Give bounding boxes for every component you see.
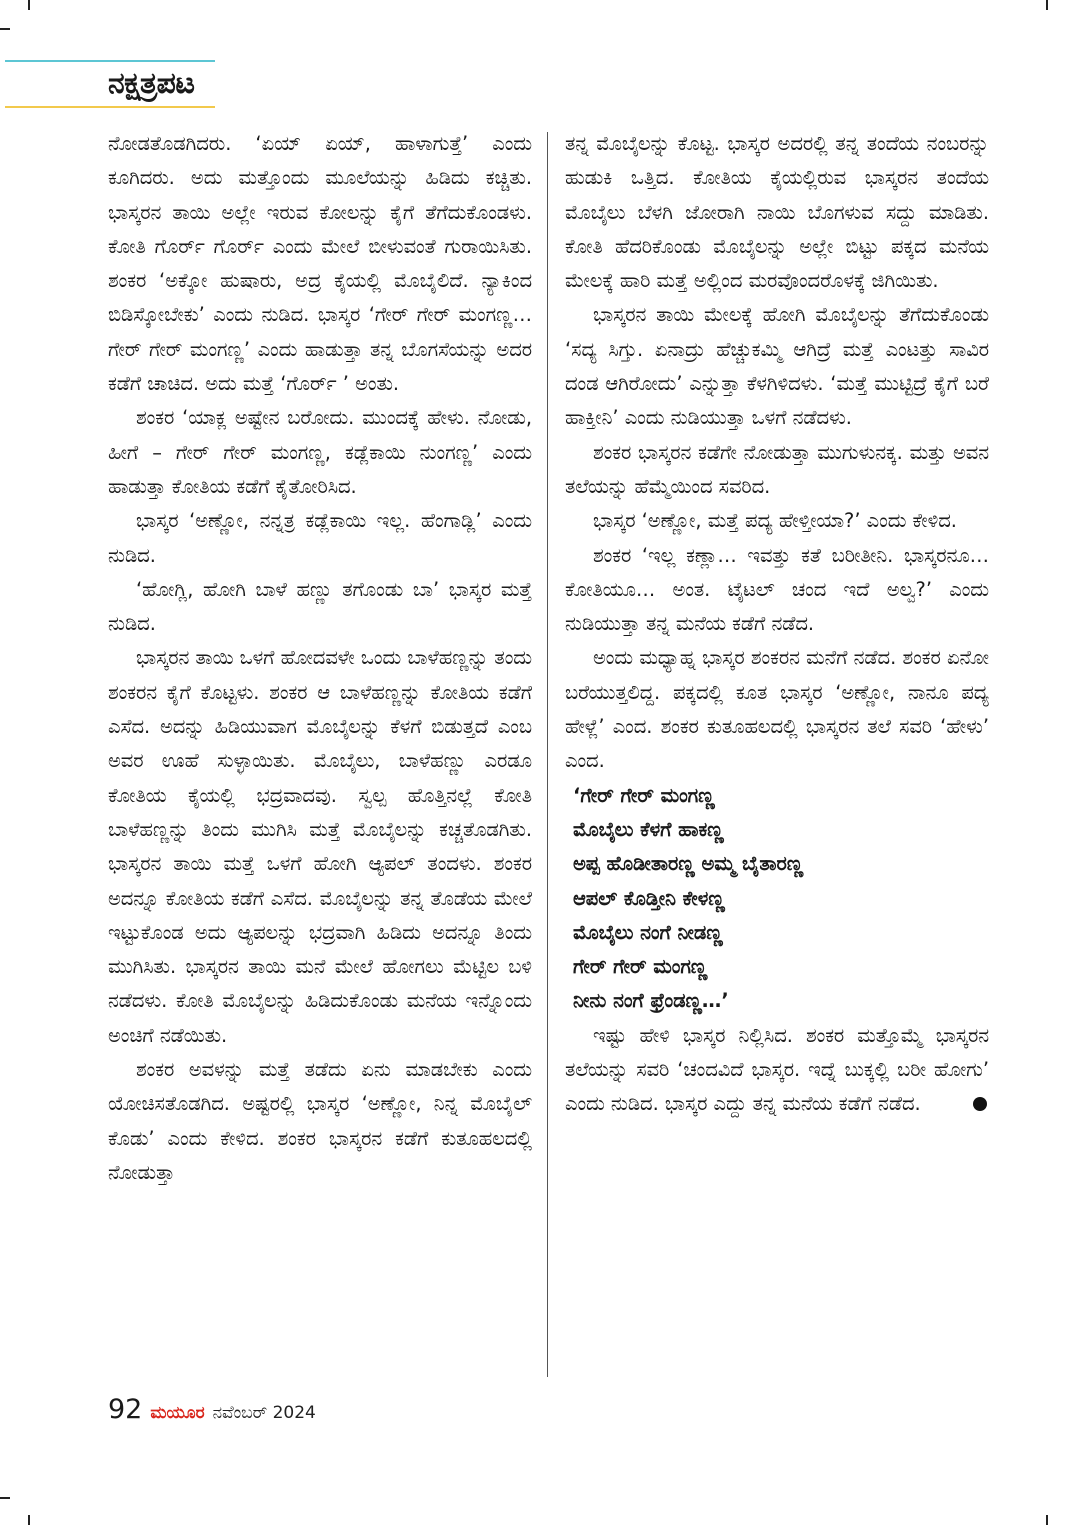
paragraph: ಭಾಸ್ಕರ ‘ಅಣ್ಣೋ, ನನ್ನತ್ರ ಕಡ್ಲೆಕಾಯಿ ಇಲ್ಲ. ಹೆಂಗಾಡ್ಲಿ’ ಎಂದು ನುಡಿದ. — [108, 509, 532, 567]
poem-line: ನೀನು ನಂಗೆ ಫ್ರೆಂಡಣ್ಣ…’ — [573, 989, 729, 1013]
crop-mark — [1046, 0, 1048, 10]
poem-line: ಆಪಲ್ ಕೊಡ್ತೀನಿ ಕೇಳಣ್ಣ — [573, 886, 725, 910]
right-column — [565, 127, 989, 1122]
header-rule-bottom — [5, 106, 215, 108]
paragraph: ಶಂಕರ ‘ಇಲ್ಲ ಕಣ್ಲಾ… ಇವತ್ತು ಕತೆ ಬರೀತೀನಿ. ಭಾಸ್ಕರನೂ… ಕೋತಿಯೂ… ಅಂತ. ಟೈಟಲ್ ಚಂದ ಇದೆ ಅಲ್ವ?’ ಎಂದು ನುಡಿಯುತ್ತಾ ತನ್ನ ಮನೆಯ ಕಡೆಗೆ ನಡೆದ. — [565, 543, 989, 636]
closing-paragraph — [565, 1019, 989, 1122]
poem — [565, 779, 989, 1019]
closing-text: ಇಷ್ಟು ಹೇಳಿ ಭಾಸ್ಕರ ನಿಲ್ಲಿಸಿದ. ಶಂಕರ ಮತ್ತೊಮ್ಮೆ ಭಾಸ್ಕರನ ತಲೆಯನ್ನು ಸವರಿ ‘ಚಂದವಿದೆ ಭಾಸ್ಕರ. ಇದ್ನೆ ಬುಕ್ಕಲ್ಲಿ ಬರೀ ಹೋಗು’ ಎಂದು ನುಡಿದ. ಭಾಸ್ಕರ ಎದ್ದು ತನ್ನ ಮನೆಯ ಕಡೆಗೆ ನಡೆದ. — [565, 1023, 989, 1116]
paragraph: ಭಾಸ್ಕರ ‘ಅಣ್ಣೋ, ಮತ್ತೆ ಪದ್ಯ ಹೇಳ್ತೀಯಾ?’ ಎಂದು ಕೇಳಿದ. — [593, 509, 957, 533]
paragraph: ನೋಡತೊಡಗಿದರು. ‘ಏಯ್ ಏಯ್, ಹಾಳಾಗುತ್ತೆ’ ಎಂದು ಕೂಗಿದರು. ಅದು ಮತ್ತೊಂದು ಮೂಲೆಯನ್ನು ಹಿಡಿದು ಕಚ್ಚಿತು. ಭಾಸ್ಕರನ ತಾಯಿ ಅಲ್ಲೇ ಇರುವ ಕೋಲನ್ನು ಕೈಗೆ ತೆಗೆದುಕೊಂಡಳು. ಕೋತಿ ಗೊರ್ರ್ ಗೊರ್ರ್ ಎಂದು ಮೇಲೆ ಬೀಳುವಂತೆ ಗುರಾಯಿಸಿತು. ಶಂಕರ ‘ಅಕ್ಕೋ ಹುಷಾರು, ಅದ್ರ ಕೈಯಲ್ಲಿ ಮೊಬೈಲಿದೆ. ನ್ಯಾಕಿಂದ ಬಿಡಿಸ್ಕೋಬೇಕು’ ಎಂದು ನುಡಿದ. ಭಾಸ್ಕರ ‘ಗೇರ್ ಗೇರ್ ಮಂಗಣ್ಣ… ಗೇರ್ ಗೇರ್ ಮಂಗಣ್ಣ’ ಎಂದು ಹಾಡುತ್ತಾ ತನ್ನ ಬೊಗಸೆಯನ್ನು ಅದರ ಕಡೆಗೆ ಚಾಚಿದ. ಅದು ಮತ್ತೆ ‘ಗೊರ್ರ್ ’ ಅಂತು. — [108, 132, 532, 396]
left-column — [108, 127, 532, 1190]
poem-line: ಮೊಬೈಲು ನಂಗೆ ನೀಡಣ್ಣ — [573, 920, 723, 944]
paragraph: ಶಂಕರ ‘ಯಾಕ್ಲ ಅಷ್ಟೇನ ಬರೋದು. ಮುಂದಕ್ಕೆ ಹೇಳು. ನೋಡು, ಹೀಗೆ – ಗೇರ್ ಗೇರ್ ಮಂಗಣ್ಣ, ಕಡ್ಲೆಕಾಯಿ ನುಂಗಣ್ಣ’ ಎಂದು ಹಾಡುತ್ತಾ ಕೋತಿಯ ಕಡೆಗೆ ಕೈತೋರಿಸಿದ. — [108, 406, 532, 498]
crop-mark — [0, 1497, 10, 1499]
paragraph: ಶಂಕರ ಭಾಸ್ಕರನ ಕಡೆಗೇ ನೋಡುತ್ತಾ ಮುಗುಳುನಕ್ಕ. ಮತ್ತು ಅವನ ತಲೆಯನ್ನು ಹೆಮ್ಮೆಯಿಂದ ಸವರಿದ. — [565, 440, 989, 498]
page-number: 92 — [108, 1394, 143, 1425]
poem-line: ಅಪ್ಪ ಹೊಡೀತಾರಣ್ಣ ಅಮ್ಮ ಬೈತಾರಣ್ಣ — [573, 852, 804, 876]
header-rule-top — [5, 60, 215, 62]
magazine-name: ಮಯೂರ — [150, 1403, 205, 1423]
crop-mark — [1046, 1515, 1048, 1525]
poem-line: ಗೇರ್ ಗೇರ್ ಮಂಗಣ್ಣ — [573, 955, 708, 979]
end-of-article-bullet-icon — [973, 1097, 987, 1111]
paragraph: ಭಾಸ್ಕರನ ತಾಯಿ ಮೇಲಕ್ಕೆ ಹೋಗಿ ಮೊಬೈಲನ್ನು ತೆಗೆದುಕೊಂಡು ‘ಸದ್ಯ ಸಿಗ್ತು. ಏನಾದ್ರು ಹೆಚ್ಚುಕಮ್ಮಿ ಆಗಿದ್ರೆ ಮತ್ತೆ ಎಂಟತ್ತು ಸಾವಿರ ದಂಡ ಆಗಿರೋದು’ ಎನ್ನುತ್ತಾ ಕೆಳಗಿಳಿದಳು. ‘ಮತ್ತೆ ಮುಟ್ಟಿದ್ರೆ ಕೈಗೆ ಬರೆ ಹಾಕ್ತೀನಿ’ ಎಂದು ನುಡಿಯುತ್ತಾ ಒಳಗೆ ನಡೆದಳು. — [565, 303, 989, 430]
paragraph: ಅಂದು ಮಧ್ಯಾಹ್ನ ಭಾಸ್ಕರ ಶಂಕರನ ಮನೆಗೆ ನಡೆದ. ಶಂಕರ ಏನೋ ಬರೆಯುತ್ತಲಿದ್ದ. ಪಕ್ಕದಲ್ಲಿ ಕೂತ ಭಾಸ್ಕರ ‘ಅಣ್ಣೋ, ನಾನೂ ಪದ್ಯ ಹೇಳ್ಲೆ’ ಎಂದ. ಶಂಕರ ಕುತೂಹಲದಲ್ಲಿ ಭಾಸ್ಕರನ ತಲೆ ಸವರಿ ‘ಹೇಳು’ ಎಂದ. — [565, 646, 989, 773]
crop-mark — [28, 1515, 30, 1525]
column-divider — [547, 132, 548, 1377]
poem-line: ಮೊಬೈಲು ಕೆಳಗೆ ಹಾಕಣ್ಣ — [573, 817, 724, 841]
crop-mark — [28, 0, 30, 10]
paragraph: ತನ್ನ ಮೊಬೈಲನ್ನು ಕೊಟ್ಟ. ಭಾಸ್ಕರ ಅದರಲ್ಲಿ ತನ್ನ ತಂದೆಯ ನಂಬರನ್ನು ಹುಡುಕಿ ಒತ್ತಿದ. ಕೋತಿಯ ಕೈಯಲ್ಲಿರುವ ಭಾಸ್ಕರನ ತಂದೆಯ ಮೊಬೈಲು ಬೆಳಗಿ ಜೋರಾಗಿ ನಾಯಿ ಬೊಗಳುವ ಸದ್ದು ಮಾಡಿತು. ಕೋತಿ ಹೆದರಿಕೊಂಡು ಮೊಬೈಲನ್ನು ಅಲ್ಲೇ ಬಿಟ್ಟು ಪಕ್ಕದ ಮನೆಯ ಮೇಲಕ್ಕೆ ಹಾರಿ ಮತ್ತೆ ಅಲ್ಲಿಂದ ಮರವೊಂದರೊಳಕ್ಕೆ ಜಿಗಿಯಿತು. — [565, 132, 989, 293]
crop-mark — [0, 28, 10, 30]
page-footer — [108, 1394, 316, 1425]
paragraph: ಶಂಕರ ಅವಳನ್ನು ಮತ್ತೆ ತಡೆದು ಏನು ಮಾಡಬೇಕು ಎಂದು ಯೋಚಿಸತೊಡಗಿದ. ಅಷ್ಟರಲ್ಲಿ ಭಾಸ್ಕರ ‘ಅಣ್ಣೋ, ನಿನ್ನ ಮೊಬೈಲ್ ಕೊಡು’ ಎಂದು ಕೇಳಿದ. ಶಂಕರ ಭಾಸ್ಕರನ ಕಡೆಗೆ ಕುತೂಹಲದಲ್ಲಿ ನೋಡುತ್ತಾ — [108, 1058, 532, 1184]
paragraph: ‘ಹೋಗ್ಲಿ, ಹೋಗಿ ಬಾಳೆ ಹಣ್ಣು ತಗೊಂಡು ಬಾ’ ಭಾಸ್ಕರ ಮತ್ತೆ ನುಡಿದ. — [108, 577, 532, 636]
paragraph: ಭಾಸ್ಕರನ ತಾಯಿ ಒಳಗೆ ಹೋದವಳೇ ಒಂದು ಬಾಳೆಹಣ್ಣನ್ನು ತಂದು ಶಂಕರನ ಕೈಗೆ ಕೊಟ್ಟಳು. ಶಂಕರ ಆ ಬಾಳೆಹಣ್ಣನ್ನು ಕೋತಿಯ ಕಡೆಗೆ ಎಸೆದ. ಅದನ್ನು ಹಿಡಿಯುವಾಗ ಮೊಬೈಲನ್ನು ಕೆಳಗೆ ಬಿಡುತ್ತದೆ ಎಂಬ ಅವರ ಊಹೆ ಸುಳ್ಳಾಯಿತು. ಮೊಬೈಲು, ಬಾಳೆಹಣ್ಣು ಎರಡೂ ಕೋತಿಯ ಕೈಯಲ್ಲಿ ಭದ್ರವಾದವು. ಸ್ವಲ್ಪ ಹೊತ್ತಿನಲ್ಲೆ ಕೋತಿ ಬಾಳೆಹಣ್ಣನ್ನು ತಿಂದು ಮುಗಿಸಿ ಮತ್ತೆ ಮೊಬೈಲನ್ನು ಕಚ್ಚತೊಡಗಿತು. ಭಾಸ್ಕರನ ತಾಯಿ ಮತ್ತೆ ಒಳಗೆ ಹೋಗಿ ಆ್ಯಪಲ್ ತಂದಳು. ಶಂಕರ ಅದನ್ನೂ ಕೋತಿಯ ಕಡೆಗೆ ಎಸೆದ. ಮೊಬೈಲನ್ನು ತನ್ನ ತೊಡೆಯ ಮೇಲೆ ಇಟ್ಟುಕೊಂಡ ಅದು ಆ್ಯಪಲನ್ನು ಭದ್ರವಾಗಿ ಹಿಡಿದು ಅದನ್ನೂ ತಿಂದು ಮುಗಿಸಿತು. ಭಾಸ್ಕರನ ತಾಯಿ ಮನೆ ಮೇಲೆ ಹೋಗಲು ಮೆಟ್ಟಿಲ ಬಳಿ ನಡೆದಳು. ಕೋತಿ ಮೊಬೈಲನ್ನು ಹಿಡಿದುಕೊಂಡು ಮನೆಯ ಇನ್ನೊಂದು ಅಂಚಿಗೆ ನಡೆಯಿತು. — [108, 646, 532, 1047]
issue-date: ನವೆಂಬರ್ 2024 — [212, 1403, 316, 1423]
poem-line: ‘ಗೇರ್ ಗೇರ್ ಮಂಗಣ್ಣ — [573, 783, 715, 807]
section-title: ನಕ್ಷತ್ರಪಟ — [108, 66, 195, 101]
